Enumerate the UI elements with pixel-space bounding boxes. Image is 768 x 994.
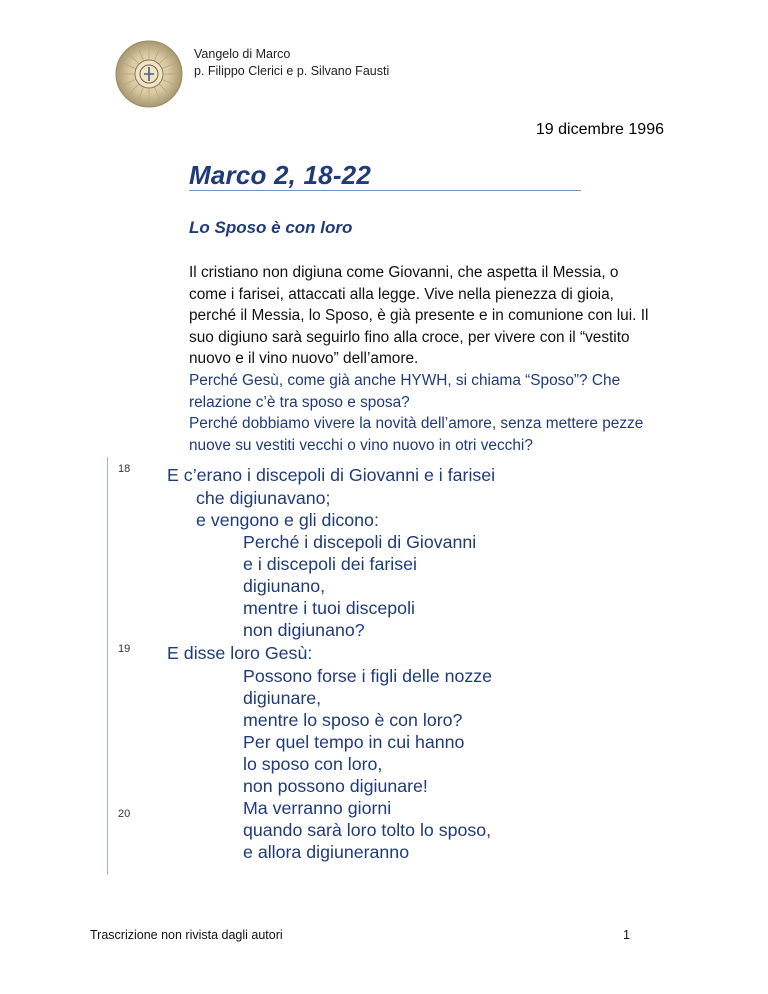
document-date: 19 dicembre 1996 [535,121,664,138]
footer-note: Trascrizione non rivista dagli autori [90,928,283,942]
verse-line: lo sposo con loro, [243,754,383,774]
header-authors: p. Filippo Clerici e p. Silvano Fausti [194,64,390,78]
verse-line: e vengono e gli dicono: [196,510,379,530]
verse-line: che digiunavano; [196,488,331,508]
verse-line: digiunano, [243,576,326,596]
intro-paragraph: Il cristiano non digiuna come Giovanni, che aspetta il Messia, o come i farisei, attaccati alla legge. Vive nella pienezza di gioia, perché il Messia, lo Sposo, è già presente e in comunione con lui. Il suo digiuno sarà seguirlo fino alla croce, per vivere con il “vestito nuovo e il vino nuovo” dell’amore. [189,264,649,367]
verse-line: non digiunano? [243,620,365,640]
verse-line: Perché i discepoli di Giovanni [243,532,477,552]
verse-line: mentre lo sposo è con loro? [243,710,463,730]
verse-margin-bar [107,457,108,875]
question-paragraph: Perché Gesù, come già anche HYWH, si chiama “Sposo”? Che relazione c’è tra sposo e sposa? [189,372,621,411]
verse-line: Possono forse i figli delle nozze [243,666,493,686]
verse-line: e i discepoli dei farisei [243,554,417,574]
verse-line: Ma verranno giorni [243,798,392,818]
verse-line: e allora digiuneranno [243,842,410,862]
verse-line: non possono digiunare! [243,776,428,796]
verse-line: E disse loro Gesù: [167,643,313,663]
verse-line: quando sarà loro tolto lo sposo, [243,820,492,840]
verse-number: 18 [118,463,131,475]
title-divider [189,190,581,191]
page-number: 1 [623,928,630,942]
section-subtitle: Lo Sposo è con loro [189,218,353,237]
verse-line: mentre i tuoi discepoli [243,598,415,618]
seal-logo-icon [115,40,183,108]
verse-number: 19 [118,643,131,655]
verse-line: digiunare, [243,688,322,708]
header-book-title: Vangelo di Marco [194,47,291,61]
verse-number: 20 [118,808,131,820]
verse-line: Per quel tempo in cui hanno [243,732,465,752]
verse-line: E c’erano i discepoli di Giovanni e i farisei [167,465,496,485]
page-title: Marco 2, 18-22 [189,160,372,190]
question-paragraph: Perché dobbiamo vivere la novità dell’amore, senza mettere pezze nuove su vestiti vecchi o vino nuovo in otri vecchi? [189,415,644,454]
